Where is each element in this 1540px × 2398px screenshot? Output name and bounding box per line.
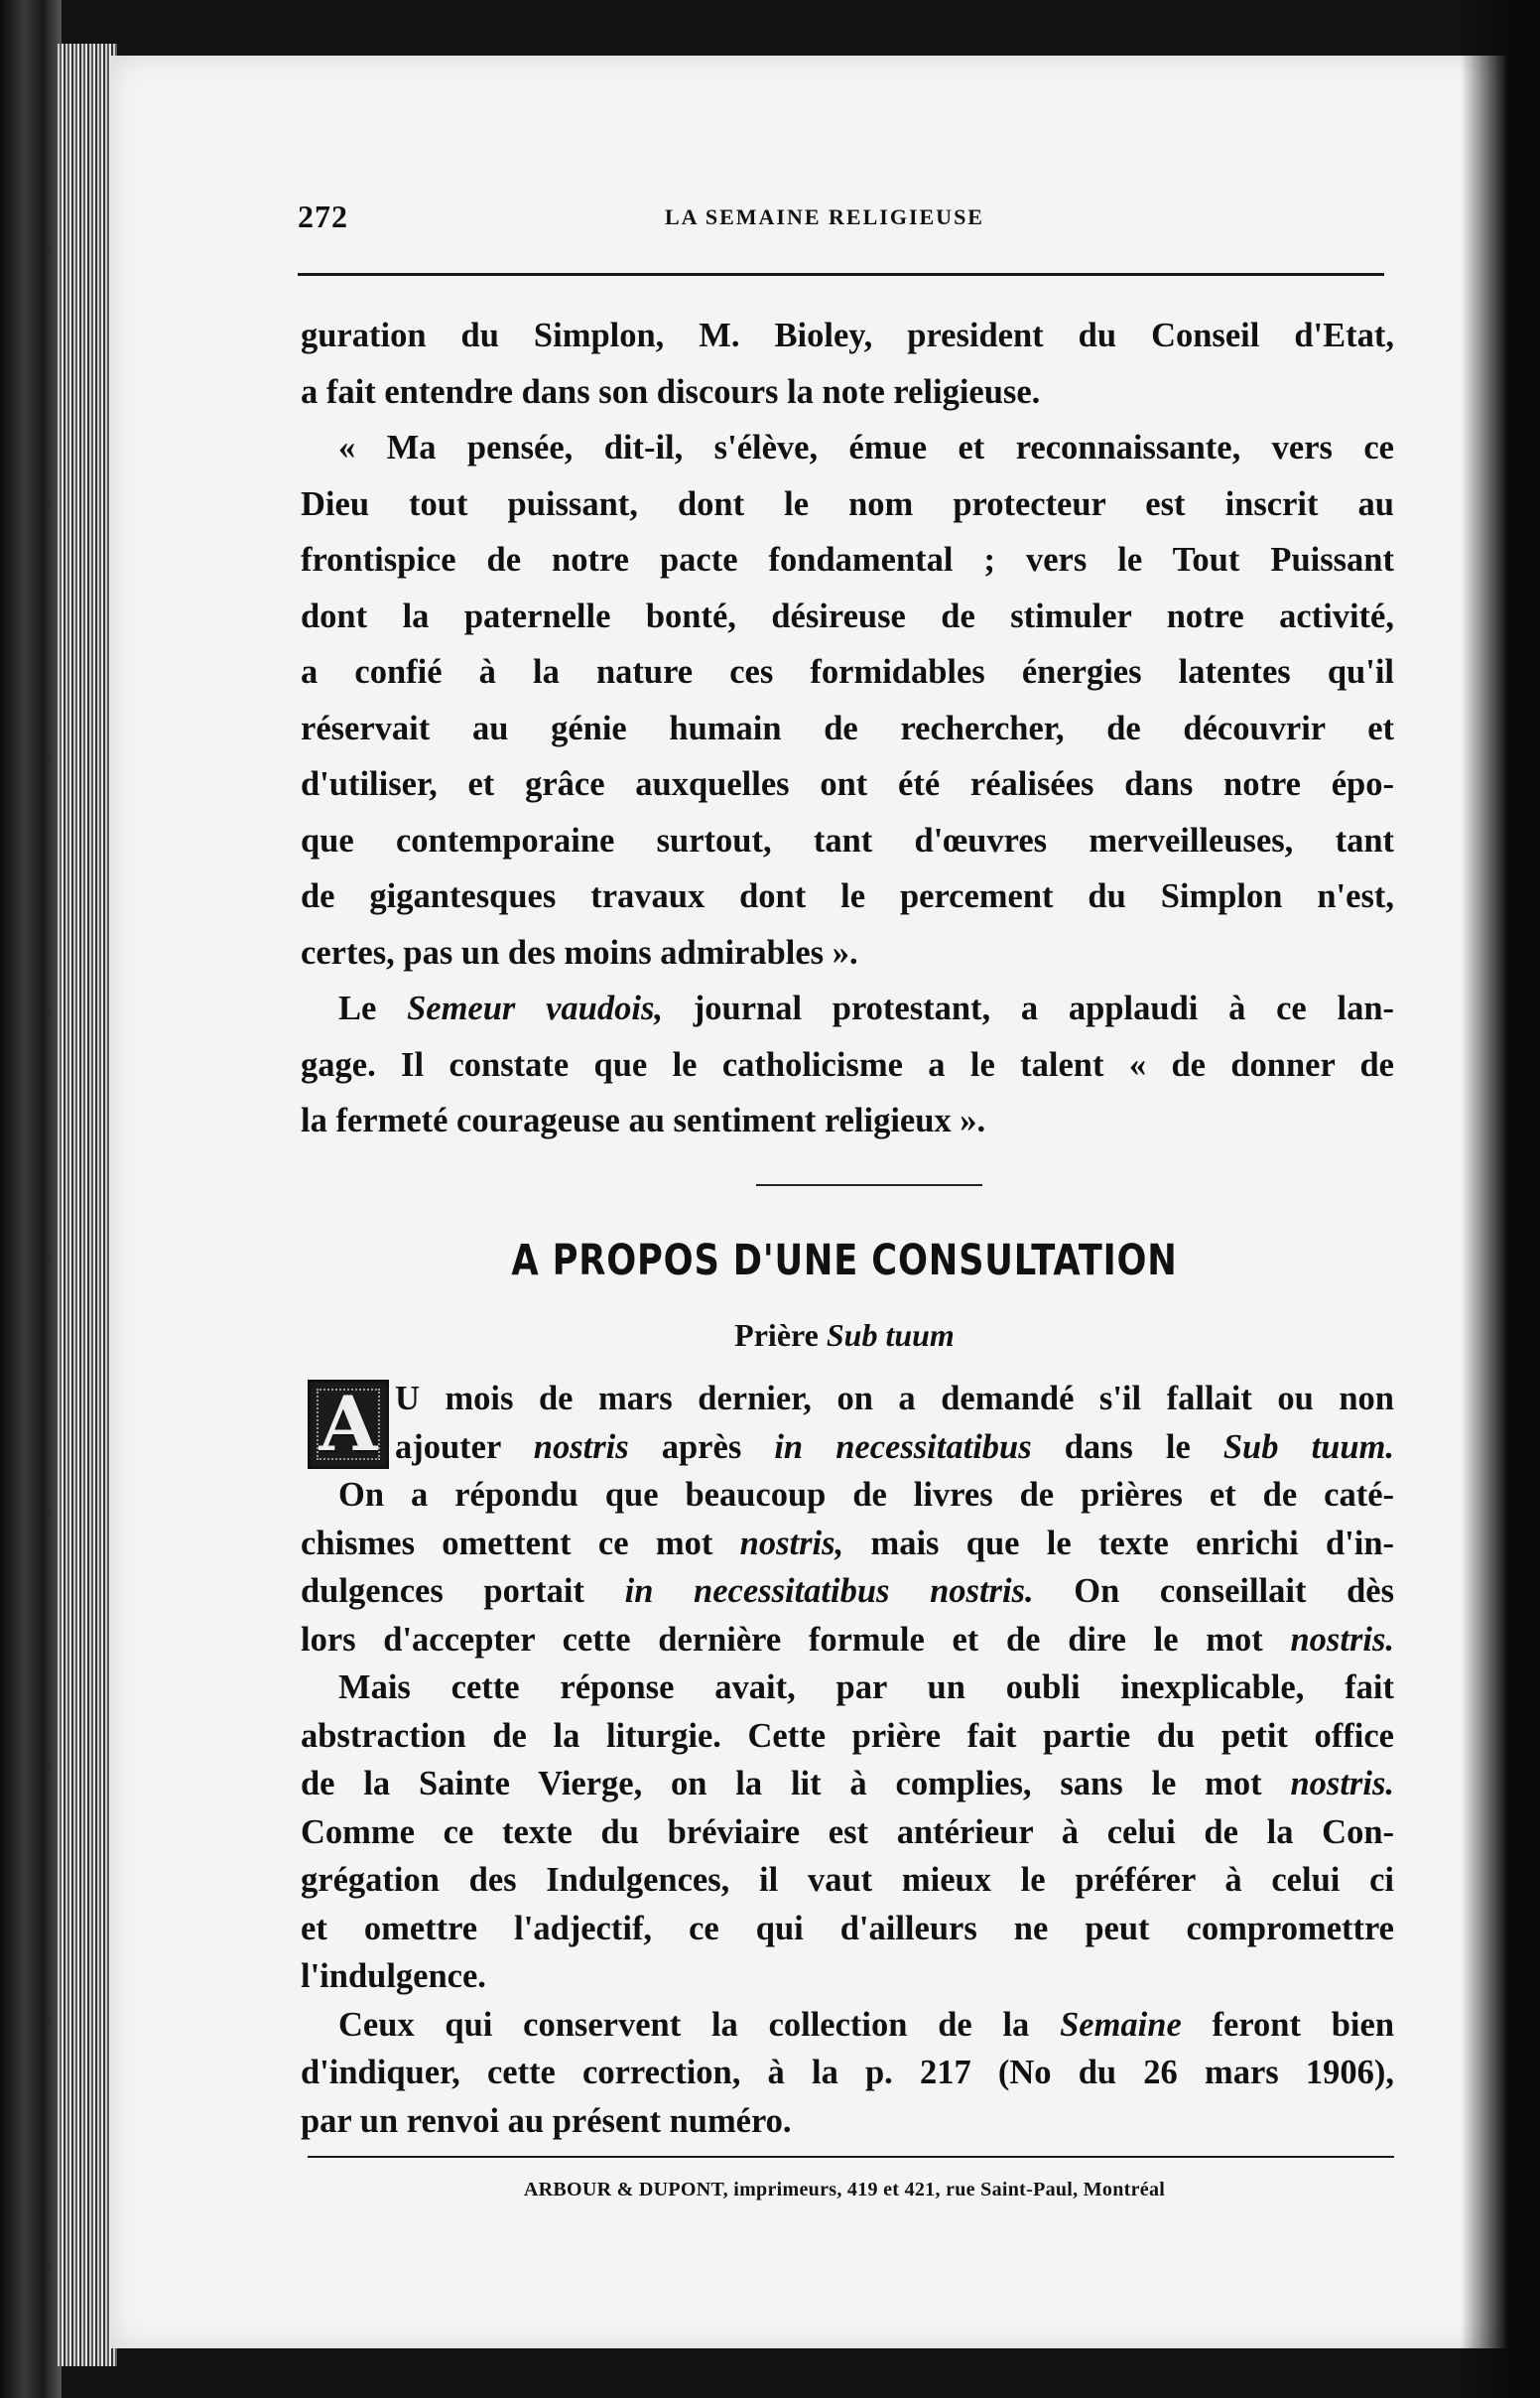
subtitle-italic: Sub tuum [826, 1317, 955, 1353]
running-title: LA SEMAINE RELIGIEUSE [665, 204, 984, 229]
text-line: grégation des Indulgences, il vaut mieux le préférer à celui ci [301, 1861, 1394, 1899]
footer-rule [308, 2156, 1394, 2158]
text-line: a confié à la nature ces formidables énergies latentes qu'il [301, 653, 1394, 691]
italic-word: nostris. [1290, 1765, 1394, 1802]
text-line: Dieu tout puissant, dont le nom protecteur est inscrit au [301, 484, 1394, 523]
text-fragment: mais que le texte enrichi d'in- [870, 1524, 1395, 1562]
text-line [301, 1616, 1394, 1665]
body-text [301, 308, 1394, 1149]
section-separator [756, 1184, 982, 1186]
text-fragment: lors d'accepter cette dernière formule et de dire le mot [301, 1620, 1263, 1659]
text-line [301, 1760, 1394, 1808]
text-line: que contemporaine surtout, tant d'œuvres merveilleuses, tant [301, 821, 1394, 860]
text-fragment: feront bien [1212, 2005, 1395, 2044]
page-number: 272 [298, 199, 348, 234]
text-fragment: de la Sainte Vierge, on la lit à complies, sans le mot [301, 1765, 1262, 1802]
italic-word: Sub tuum. [1222, 1427, 1395, 1466]
text-line: guration du Simplon, M. Bioley, president du Conseil d'Etat, [301, 317, 1394, 354]
text-line [301, 1423, 1394, 1472]
text-line [301, 2001, 1394, 2050]
text-line: U mois de mars dernier, on a demandé s'il fallait ou non [395, 1380, 1394, 1417]
text-line: l'indulgence. [301, 1957, 486, 1995]
italic-word: Semaine [1060, 2005, 1182, 2044]
text-line: et omettre l'adjectif, ce qui d'ailleurs ne peut compromettre [301, 1909, 1394, 1947]
section-title: A PROPOS D'UNE CONSULTATION [511, 1236, 1178, 1285]
italic-word: nostris. [1290, 1620, 1395, 1659]
text-line: réservait au génie humain de rechercher, de découvrir et [301, 709, 1394, 747]
text-fragment: On conseillait dès [1074, 1572, 1395, 1610]
book-spine [0, 0, 62, 2398]
text-line [301, 981, 1394, 1037]
text-line: frontispice de notre pacte fondamental ; vers le Tout Puissant [301, 541, 1394, 579]
text-fragment: chismes omettent ce mot [301, 1524, 713, 1562]
text-line: abstraction de la liturgie. Cette prière fait partie du petit office [301, 1716, 1394, 1755]
text-line: la fermeté courageuse au sentiment religieux ». [301, 1102, 986, 1139]
drop-cap-letter: A [319, 1380, 378, 1468]
text-line: a fait entendre dans son discours la note religieuse. [301, 372, 1041, 411]
italic-word: in necessitatibus [774, 1427, 1032, 1466]
text-line: dont la paternelle bonté, désireuse de stimuler notre activité, [301, 597, 1394, 635]
text-line: On a répondu que beaucoup de livres de prières et de caté- [338, 1476, 1394, 1514]
text-fragment: Ceux qui conservent la collection de la [338, 2005, 1030, 2044]
section-body [301, 1375, 1394, 2145]
section-subtitle [298, 1317, 1391, 1354]
text-line: Mais cette réponse avait, par un oubli inexplicable, fait [338, 1668, 1394, 1706]
italic-title: Semeur vaudois, [407, 990, 663, 1027]
italic-word: nostris [533, 1427, 629, 1466]
subtitle-prefix: Prière [734, 1317, 819, 1353]
text-line: d'indiquer, cette correction, à la p. 217 (No du 26 mars 1906), [301, 2054, 1394, 2091]
text-fragment: journal protestant, a applaudi à ce lan- [693, 990, 1395, 1027]
text-fragment: dans le [1064, 1427, 1191, 1466]
text-line: gage. Il constate que le catholicisme a le talent « de donner de [301, 1045, 1394, 1084]
text-line [301, 1567, 1394, 1616]
italic-word: nostris, [739, 1524, 844, 1562]
italic-word: in necessitatibus nostris. [624, 1572, 1034, 1610]
text-line: Comme ce texte du bréviaire est antérieur à celui de la Con- [301, 1812, 1394, 1851]
text-fragment: après [661, 1427, 742, 1466]
page-header [298, 199, 1384, 238]
printer-imprint: ARBOUR & DUPONT, imprimeurs, 419 et 421, rue Saint-Paul, Montréal [523, 2179, 1166, 2200]
text-fragment: dulgences portait [301, 1572, 584, 1610]
text-fragment: ajouter [395, 1427, 501, 1466]
page-shadow [1461, 0, 1540, 2398]
text-line [301, 1520, 1394, 1568]
page-edges [58, 44, 117, 2366]
text-line: d'utiliser, et grâce auxquelles ont été réalisées dans notre épo- [301, 765, 1394, 803]
header-rule [298, 273, 1384, 276]
text-line: par un renvoi au présent numéro. [301, 2101, 792, 2140]
text-line: « Ma pensée, dit-il, s'élève, émue et reconnaissante, vers ce [338, 429, 1394, 466]
text-line: de gigantesques travaux dont le percement du Simplon n'est, [301, 877, 1394, 915]
text-fragment: Le [338, 990, 377, 1027]
text-line: certes, pas un des moins admirables ». [301, 933, 858, 972]
